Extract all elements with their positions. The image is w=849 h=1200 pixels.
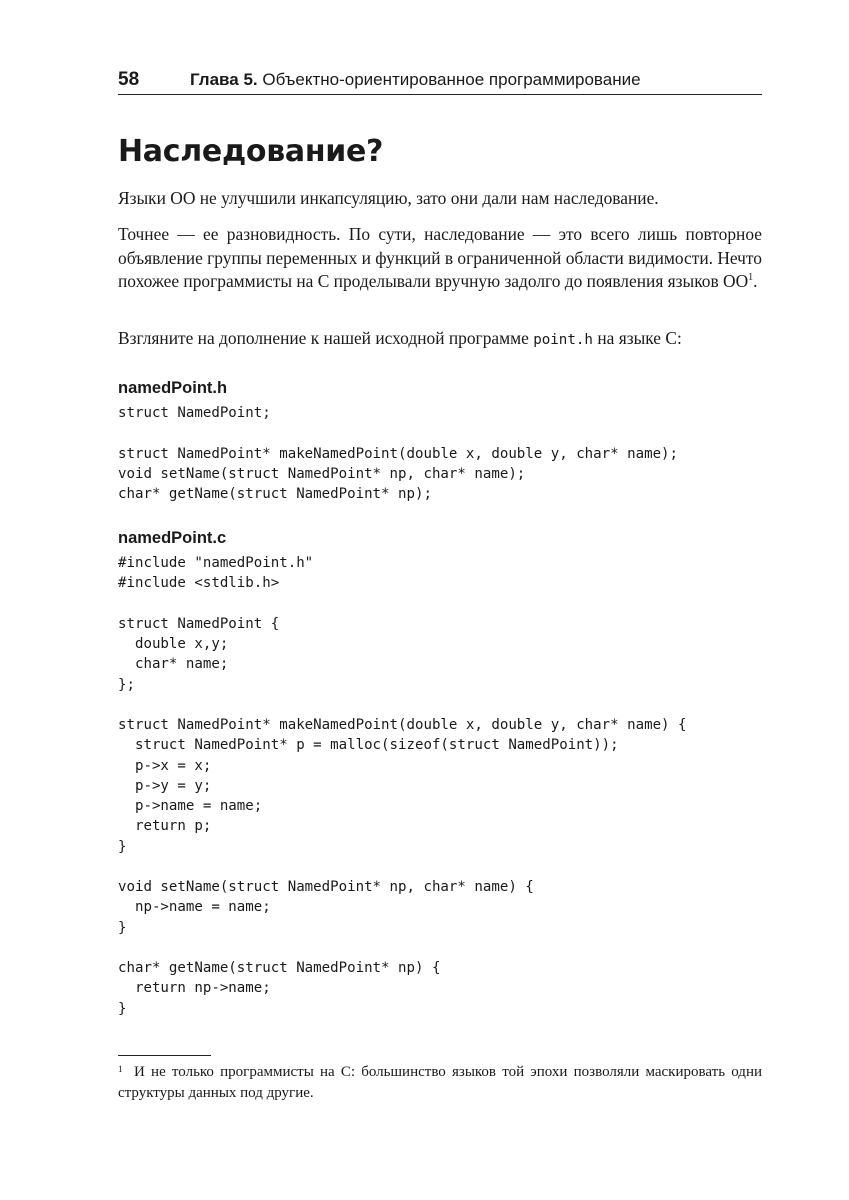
code-listing-header: struct NamedPoint; struct NamedPoint* makeNamedPoint(double x, double y, char* name); void setName(struct NamedPoint* np, char* name); char* getName(struct NamedPoint* np); xyxy=(118,405,679,502)
footnote-mark: 1 xyxy=(118,1064,123,1074)
footnote-divider xyxy=(118,1055,211,1056)
paragraph-1: Языки ОО не улучшили инкапсуляцию, зато они дали нам наследование. xyxy=(118,188,659,208)
section-title: Наследование? xyxy=(118,134,384,169)
page-number: 58 xyxy=(118,69,140,90)
running-head xyxy=(118,68,762,95)
book-page xyxy=(118,0,762,1200)
chapter-title: Объектно-ориентированное программирование xyxy=(262,70,641,89)
paragraph-3-before: Взгляните на дополнение к нашей исходной программе xyxy=(118,328,534,348)
paragraph-2 xyxy=(118,223,762,294)
paragraph-3 xyxy=(118,327,762,353)
footnote-reference: 1 xyxy=(748,272,754,284)
paragraph-2-text: Точнее — ее разновидность. По сути, наследование — это всего лишь повторное объявление группы переменных и функций в ограниченной области видимости. Нечто похожее программисты на C проделывали вручную задолго до появления языков ОО xyxy=(118,224,762,292)
paragraph-3-after: на языке C: xyxy=(592,328,682,348)
inline-code-filename: point.h xyxy=(533,332,593,348)
listing-filename-source: namedPoint.c xyxy=(118,529,227,547)
footnote xyxy=(118,1062,762,1104)
chapter-label: Глава 5. xyxy=(190,70,258,89)
code-listing-source: #include "namedPoint.h" #include <stdlib.h> struct NamedPoint { double x,y; char* name; }; struct NamedPoint* makeNamedPoint(double x, double y, char* name) { struct NamedPoint* p = malloc(sizeof(struct NamedPoint)); p->x = x; p->y = y; p->name = name; return p; } void setName(struct NamedPoint* np, char* name) { np->name = name; } char* getName(struct NamedPoint* np) { return np->name; } xyxy=(118,555,687,1017)
listing-filename-header: namedPoint.h xyxy=(118,379,228,397)
paragraph-2-end: . xyxy=(753,271,758,292)
footnote-text: И не только программисты на C: большинство языков той эпохи позволяли маскировать одни структуры данных под другие. xyxy=(118,1064,762,1101)
